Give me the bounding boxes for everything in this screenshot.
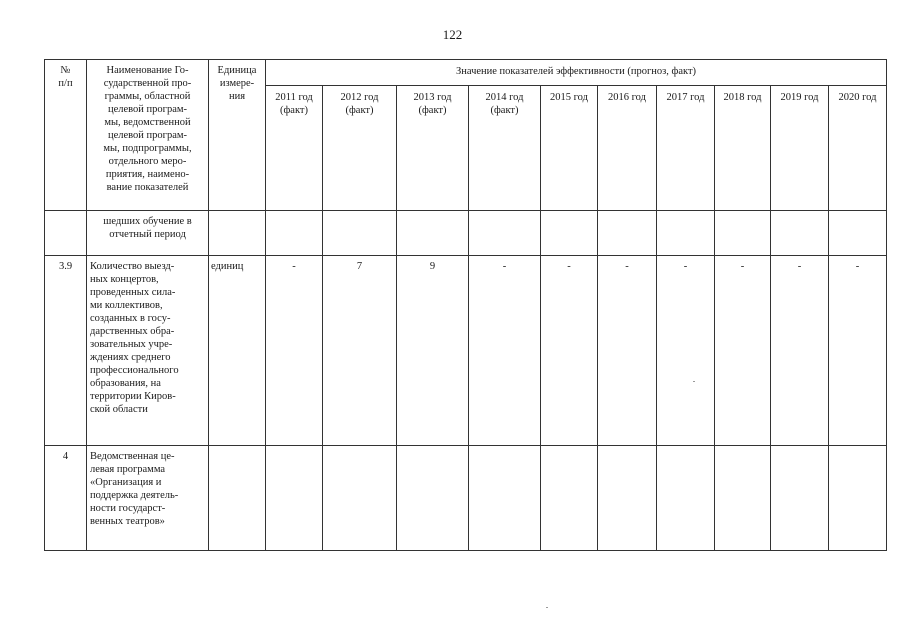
text-line: ния (228, 91, 246, 102)
text-line: приятия, наимено- (105, 169, 190, 180)
year-label: 2014 год (485, 92, 524, 103)
year-header (323, 86, 397, 211)
value-cell: - (829, 256, 887, 446)
text-line: ности государст- (90, 503, 166, 514)
value-cell (829, 211, 887, 256)
value-cell (598, 446, 657, 551)
text-line: венных театров» (90, 516, 165, 527)
value-cell (598, 211, 657, 256)
row-name (87, 446, 209, 551)
text-line: целевой програм- (107, 130, 188, 141)
year-header (598, 86, 657, 211)
year-label: 2019 год (780, 92, 819, 103)
year-label: 2015 год (550, 92, 588, 103)
row-number (45, 211, 87, 256)
header-values-span: Значение показателей эффективности (прогноз, факт) (266, 60, 887, 86)
row-number: 3.9 (45, 256, 87, 446)
value-cell: 7 (323, 256, 397, 446)
row-unit: единиц (209, 256, 266, 446)
row-unit (209, 446, 266, 551)
text-line: мы, подпрограммы, (103, 143, 192, 154)
text-line: шедших обучение в (103, 216, 192, 227)
value-cell (541, 446, 598, 551)
value-cell (266, 211, 323, 256)
text-line: целевой програм- (107, 104, 188, 115)
text-line: Ведомственная це- (90, 451, 175, 462)
row-number: 4 (45, 446, 87, 551)
value-cell: - (541, 256, 598, 446)
table-row (45, 211, 887, 256)
year-note: (факт) (345, 105, 374, 116)
year-header (657, 86, 715, 211)
value-cell (397, 446, 469, 551)
year-header (266, 86, 323, 211)
header-row-1 (45, 60, 887, 86)
text-line: Количество выезд- (90, 261, 175, 272)
indicators-table (44, 59, 887, 551)
year-label: 2018 год (723, 92, 762, 103)
year-header (829, 86, 887, 211)
text-line: территории Киров- (90, 391, 176, 402)
value-cell (469, 211, 541, 256)
value-cell (323, 446, 397, 551)
year-note: (факт) (418, 105, 447, 116)
text-line: зовательных учре- (90, 339, 173, 350)
year-label: 2011 год (275, 92, 313, 103)
value-cell (266, 446, 323, 551)
value-cell (715, 211, 771, 256)
value-cell: - (469, 256, 541, 446)
value-cell (771, 446, 829, 551)
year-header (771, 86, 829, 211)
value-cell: - (598, 256, 657, 446)
year-label: 2012 год (340, 92, 379, 103)
text-line: вание показателей (106, 182, 189, 193)
row-name (87, 211, 209, 256)
value-cell (657, 446, 715, 551)
header-num: № п/п (45, 60, 87, 211)
text-line: проведенных сила- (90, 287, 176, 298)
row-unit (209, 211, 266, 256)
text-line: созданных в госу- (90, 313, 171, 324)
year-header (541, 86, 598, 211)
year-label: 2017 год (666, 92, 705, 103)
value-cell: - (266, 256, 323, 446)
text-line: образования, на (90, 378, 161, 389)
year-note: (факт) (490, 105, 519, 116)
year-note: (факт) (279, 105, 308, 116)
value-cell (323, 211, 397, 256)
text-line: дарственных обра- (90, 326, 175, 337)
value-cell (397, 211, 469, 256)
value-cell (541, 211, 598, 256)
text-line: поддержка деятель- (90, 490, 179, 501)
header-name (87, 60, 209, 211)
text-line: ми коллективов, (90, 300, 163, 311)
text-line: граммы, областной (104, 91, 191, 102)
year-label: 2020 год (838, 92, 877, 103)
year-label: 2013 год (413, 92, 452, 103)
value-cell: 9 (397, 256, 469, 446)
value-cell (657, 211, 715, 256)
text-line: ждениях среднего (90, 352, 171, 363)
text-line: «Организация и (90, 477, 162, 488)
value-cell (715, 446, 771, 551)
text-line: Наименование Го- (106, 65, 189, 76)
year-header (469, 86, 541, 211)
value-cell: - (657, 256, 715, 446)
table-row (45, 446, 887, 551)
row-name (87, 256, 209, 446)
text-line: профессионального (90, 365, 179, 376)
text-line: отчетный период (109, 229, 186, 240)
value-cell: - (715, 256, 771, 446)
value-cell: - (771, 256, 829, 446)
value-cell (469, 446, 541, 551)
year-header (397, 86, 469, 211)
year-header (715, 86, 771, 211)
text-line: сударственной про- (103, 78, 192, 89)
text-line: отдельного меро- (108, 156, 187, 167)
text-line: ской области (90, 404, 148, 415)
year-label: 2016 год (608, 92, 646, 103)
text-line: левая программа (90, 464, 166, 475)
text-line: измере- (219, 78, 255, 89)
text-line: ных концертов, (90, 274, 159, 285)
value-cell (771, 211, 829, 256)
page-number: 122 (442, 27, 463, 42)
header-unit (209, 60, 266, 211)
text-line: Единица (217, 65, 257, 76)
text-line: мы, ведомственной (104, 117, 191, 128)
value-cell (829, 446, 887, 551)
table-row (45, 256, 887, 446)
